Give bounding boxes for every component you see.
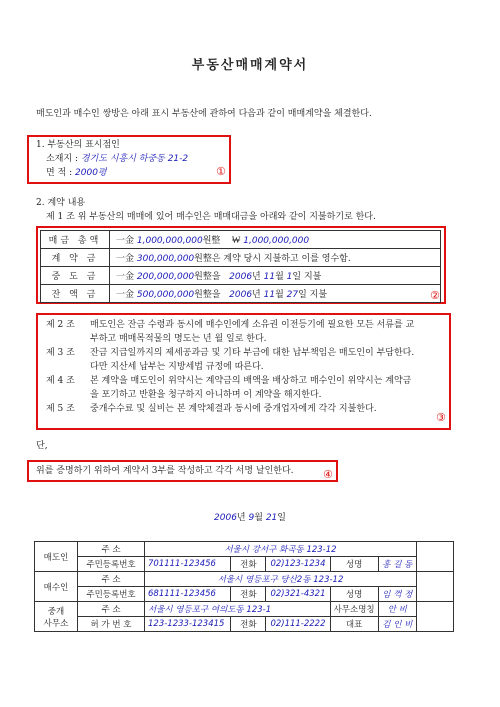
article-4: 제 4 조 본 계약을 매도인이 위약시는 계약금의 배액을 배상하고 매수인이 위약시는 계약금 을 포기하고 반환을 청구하지 아니하며 이 계약을 해지한다. xyxy=(46,376,412,400)
buyer-name: 임 꺽 정 xyxy=(378,587,416,602)
payment-year: 2006 xyxy=(229,290,253,300)
payment-row-deposit xyxy=(41,249,441,267)
seller-role: 매도인 xyxy=(35,542,78,572)
payment-label: 매금 총액 xyxy=(41,231,110,249)
payment-day: 1 xyxy=(286,272,293,282)
buyer-id-number: 681111-123456 xyxy=(145,587,231,602)
article-3: 제 3 조 잔금 지급일까지의 제세공과금 및 기타 부금에 대한 납부책임은 매도인이 부담한다. 다만 지산세 납부는 지방세법 규정에 따른다. xyxy=(46,348,415,372)
article-5: 제 5 조 중개수수료 및 실비는 본 계약체결과 동시에 중개업자에게 각각 지불한다. xyxy=(46,404,377,414)
articles-list xyxy=(46,318,446,416)
broker-office-name: 안 비 xyxy=(378,602,416,617)
seller-id-number: 701111-123456 xyxy=(145,557,231,572)
seller-name: 홍 길 동 xyxy=(378,557,416,572)
marker-2: ② xyxy=(430,289,440,302)
broker-license-number: 123-1233-123415 xyxy=(145,617,231,632)
intro-text: 매도인과 매수인 쌍방은 아래 표시 부동산에 관하여 다음과 같이 매매계약을 체결한다. xyxy=(36,109,372,119)
address-row xyxy=(46,153,188,165)
seller-seal-cell xyxy=(417,542,454,572)
area-value: 2000평 xyxy=(75,168,107,178)
broker-address: 서울시 영등포구 여의도동 123-1 xyxy=(145,602,331,617)
broker-representative: 김 인 비 xyxy=(378,617,416,632)
area-row xyxy=(46,167,107,179)
address-label: 소재지 : xyxy=(46,154,78,164)
witness-text: 위를 증명하기 위하여 계약서 3부를 작성하고 각각 서명 날인한다. xyxy=(36,466,294,476)
payment-amount-won: 1,000,000,000 xyxy=(243,236,310,246)
date-year: 2006 xyxy=(214,513,237,523)
broker-address-row: 중개 사무소 주 소 서울시 영등포구 여의도동 123-1 사무소명칭 안 비 xyxy=(35,602,454,617)
date-day: 21 xyxy=(265,513,278,523)
payment-row-interim xyxy=(41,267,441,285)
signature-table xyxy=(34,541,454,632)
buyer-address: 서울시 영등포구 당산2동 123-12 xyxy=(145,572,417,587)
buyer-seal-cell xyxy=(417,572,454,602)
buyer-role: 매수인 xyxy=(35,572,78,602)
marker-3: ③ xyxy=(436,411,446,424)
broker-phone: 02)111-2222 xyxy=(266,617,330,632)
payment-table xyxy=(40,230,441,303)
seller-phone: 02)123-1234 xyxy=(266,557,330,572)
seller-address-row: 매도인 주 소 서울시 강서구 화곡동 123-12 xyxy=(35,542,454,557)
payment-detail: 一金 1,000,000,000원整 ₩ 1,000,000,000 xyxy=(110,231,441,249)
broker-seal-cell xyxy=(417,602,454,632)
area-label: 면 적 : xyxy=(46,168,73,178)
document-title: 부동산매매계약서 xyxy=(191,58,309,73)
payment-detail: 一金 300,000,000원整은 계약 당시 지불하고 이를 영수함. xyxy=(110,249,441,267)
payment-amount: 300,000,000 xyxy=(136,254,195,264)
payment-row-total xyxy=(41,231,441,249)
contract-date: 2006년 9월 21일 xyxy=(214,513,286,523)
section1-heading: 1. 부동산의 표시점인 xyxy=(36,140,120,150)
buyer-id-row: 주민등록번호 681111-123456 전화 02)321-4321 성명 임 꺽 정 xyxy=(35,587,454,602)
broker-license-row: 허 가 번 호 123-1233-123415 전화 02)111-2222 대표 김 인 비 xyxy=(35,617,454,632)
payment-amount: 200,000,000 xyxy=(136,272,195,282)
section2-heading: 2. 계약 내용 xyxy=(36,198,86,208)
article-2: 제 2 조 매도인은 잔금 수령과 동시에 매수인에게 소유권 이전등기에 필요한 모든 서류를 교 부하고 매매목적물의 명도는 년 월 일로 한다. xyxy=(46,320,415,344)
payment-detail: 一金 500,000,000원整을 2006년 11월 27일 지불 xyxy=(110,285,441,303)
payment-day: 27 xyxy=(286,290,299,300)
condition-label: 단, xyxy=(36,441,48,451)
marker-1: ① xyxy=(216,165,226,178)
payment-detail: 一金 200,000,000원整을 2006년 11월 1일 지불 xyxy=(110,267,441,285)
buyer-address-row: 매수인 주 소 서울시 영등포구 당산2동 123-12 xyxy=(35,572,454,587)
marker-4: ④ xyxy=(323,468,333,481)
payment-year: 2006 xyxy=(229,272,253,282)
payment-label: 잔 액 금 xyxy=(41,285,110,303)
payment-label: 계 약 금 xyxy=(41,249,110,267)
buyer-phone: 02)321-4321 xyxy=(266,587,330,602)
broker-role: 중개 사무소 xyxy=(35,602,78,632)
date-month: 9 xyxy=(248,513,255,523)
article1-text: 제 1 조 위 부동산의 매매에 있어 매수인은 매매대금을 아래와 같이 지불하기로 한다. xyxy=(46,212,376,222)
seller-address: 서울시 강서구 화곡동 123-12 xyxy=(145,542,417,557)
payment-amount: 500,000,000 xyxy=(136,290,195,300)
payment-amount: 1,000,000,000 xyxy=(136,236,203,246)
seller-id-row: 주민등록번호 701111-123456 전화 02)123-1234 성명 홍 길 동 xyxy=(35,557,454,572)
payment-month: 11 xyxy=(263,290,276,300)
payment-row-balance xyxy=(41,285,441,303)
address-value: 경기도 시흥시 하중동 21-2 xyxy=(80,154,189,164)
payment-label: 중 도 금 xyxy=(41,267,110,285)
payment-month: 11 xyxy=(263,272,276,282)
